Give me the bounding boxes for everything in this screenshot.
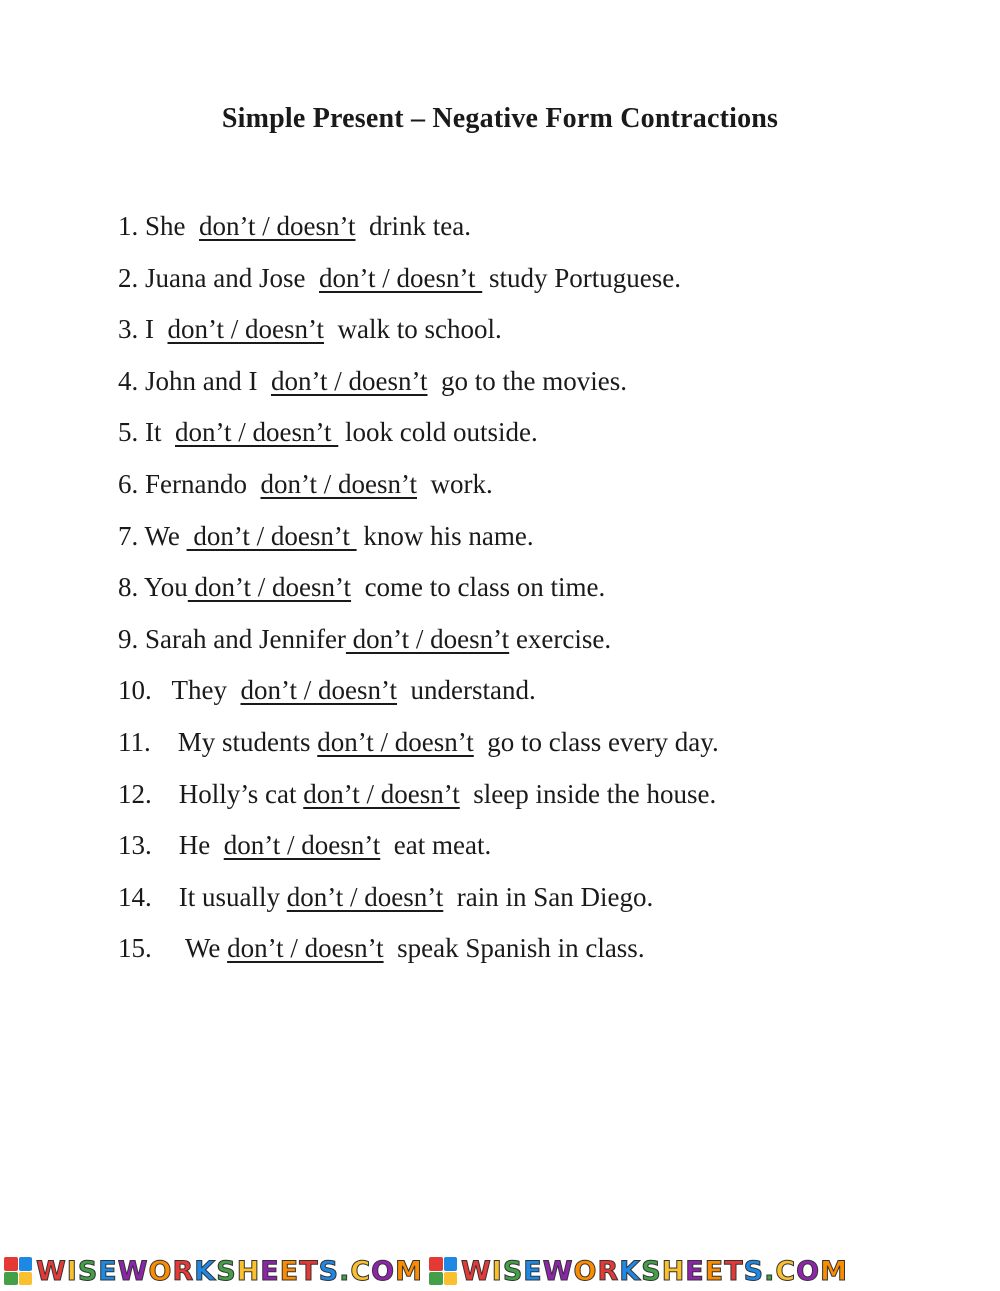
item-predicate: exercise.	[509, 623, 612, 654]
item-number: 15.	[118, 933, 152, 964]
item-subject: We	[138, 520, 187, 551]
item-number: 9.	[118, 623, 139, 654]
item-number: 7.	[118, 520, 139, 551]
item-predicate: go to class every day.	[473, 726, 719, 757]
brand-logo-icon	[4, 1257, 32, 1285]
item-subject: You	[138, 572, 188, 603]
item-predicate: come to class on time.	[351, 572, 606, 603]
exercise-list	[118, 206, 978, 980]
item-subject: I	[138, 314, 168, 345]
item-subject: My students	[150, 726, 318, 757]
answer-choice[interactable]: don’t / doesn’t	[223, 830, 381, 861]
item-predicate: eat meat.	[380, 830, 492, 861]
item-subject: She	[138, 211, 199, 241]
item-predicate: walk to school.	[324, 314, 502, 345]
brand-watermark	[429, 1256, 848, 1287]
item-subject: Holly’s cat	[151, 778, 304, 809]
item-number: 8.	[118, 572, 139, 603]
item-subject: They	[151, 675, 241, 706]
item-number: 1.	[118, 211, 139, 241]
item-predicate: speak Spanish in class.	[383, 933, 645, 964]
exercise-item	[118, 412, 978, 464]
exercise-item	[118, 670, 978, 722]
answer-choice[interactable]: don’t / doesn’t	[240, 675, 398, 706]
answer-choice[interactable]: don’t / doesn’t	[227, 933, 384, 964]
item-number: 11.	[118, 726, 151, 757]
item-number: 6.	[118, 468, 139, 499]
item-predicate: sleep inside the house.	[459, 778, 717, 809]
item-subject: It	[138, 417, 175, 448]
exercise-item	[118, 206, 978, 258]
item-number: 10.	[118, 675, 152, 706]
item-subject: Juana and Jose	[138, 262, 319, 293]
item-subject: John and I	[138, 365, 271, 396]
exercise-item	[118, 825, 978, 877]
item-predicate: know his name.	[356, 520, 534, 551]
answer-choice[interactable]: don’t / doesn’t	[175, 417, 339, 448]
answer-choice[interactable]: don’t / doesn’t	[345, 623, 510, 654]
exercise-item	[118, 774, 978, 826]
item-number: 4.	[118, 365, 139, 396]
item-number: 12.	[118, 778, 152, 809]
exercise-item	[118, 619, 978, 671]
item-predicate: go to the movies.	[427, 365, 627, 396]
item-subject: Sarah and Jennifer	[138, 623, 346, 654]
exercise-item	[118, 464, 978, 516]
answer-choice[interactable]: don’t / doesn’t	[317, 726, 474, 757]
brand-logo-icon	[429, 1257, 457, 1285]
answer-choice[interactable]: don’t / doesn’t	[286, 881, 444, 912]
item-predicate: look cold outside.	[338, 417, 538, 448]
item-predicate: study Portuguese.	[482, 262, 681, 293]
item-predicate: understand.	[397, 675, 536, 706]
exercise-item	[118, 877, 978, 929]
answer-choice[interactable]: don’t / doesn’t	[303, 778, 460, 809]
item-number: 2.	[118, 262, 139, 293]
answer-choice[interactable]: don’t / doesn’t	[167, 314, 325, 345]
exercise-item	[118, 722, 978, 774]
answer-choice[interactable]: don’t / doesn’t	[318, 262, 483, 293]
item-number: 5.	[118, 417, 139, 448]
item-number: 14.	[118, 881, 152, 912]
item-number: 3.	[118, 314, 139, 345]
item-predicate: work.	[417, 468, 493, 499]
answer-choice[interactable]: don’t / doesn’t	[187, 572, 352, 603]
item-subject: It usually	[151, 881, 287, 912]
item-predicate: drink tea.	[355, 211, 471, 241]
exercise-item	[118, 567, 978, 619]
brand-text: WISEWORKSHEETS.COM	[36, 1255, 423, 1287]
answer-choice[interactable]: don’t / doesn’t	[186, 520, 357, 551]
exercise-item	[118, 516, 978, 568]
answer-choice[interactable]: don’t / doesn’t	[270, 365, 428, 396]
exercise-item	[118, 309, 978, 361]
item-subject: Fernando	[138, 468, 261, 499]
answer-choice[interactable]: don’t / doesn’t	[199, 211, 356, 241]
answer-choice[interactable]: don’t / doesn’t	[260, 468, 417, 499]
exercise-item	[118, 258, 978, 310]
item-predicate: rain in San Diego.	[443, 881, 654, 912]
item-subject: We	[151, 933, 228, 964]
footer-watermark	[0, 1251, 1000, 1291]
worksheet-title: Simple Present – Negative Form Contractions	[221, 103, 779, 134]
exercise-item	[118, 928, 978, 980]
brand-watermark	[4, 1256, 423, 1287]
exercise-item	[118, 361, 978, 413]
item-number: 13.	[118, 830, 152, 861]
item-subject: He	[151, 830, 224, 861]
brand-text: WISEWORKSHEETS.COM	[461, 1255, 848, 1287]
